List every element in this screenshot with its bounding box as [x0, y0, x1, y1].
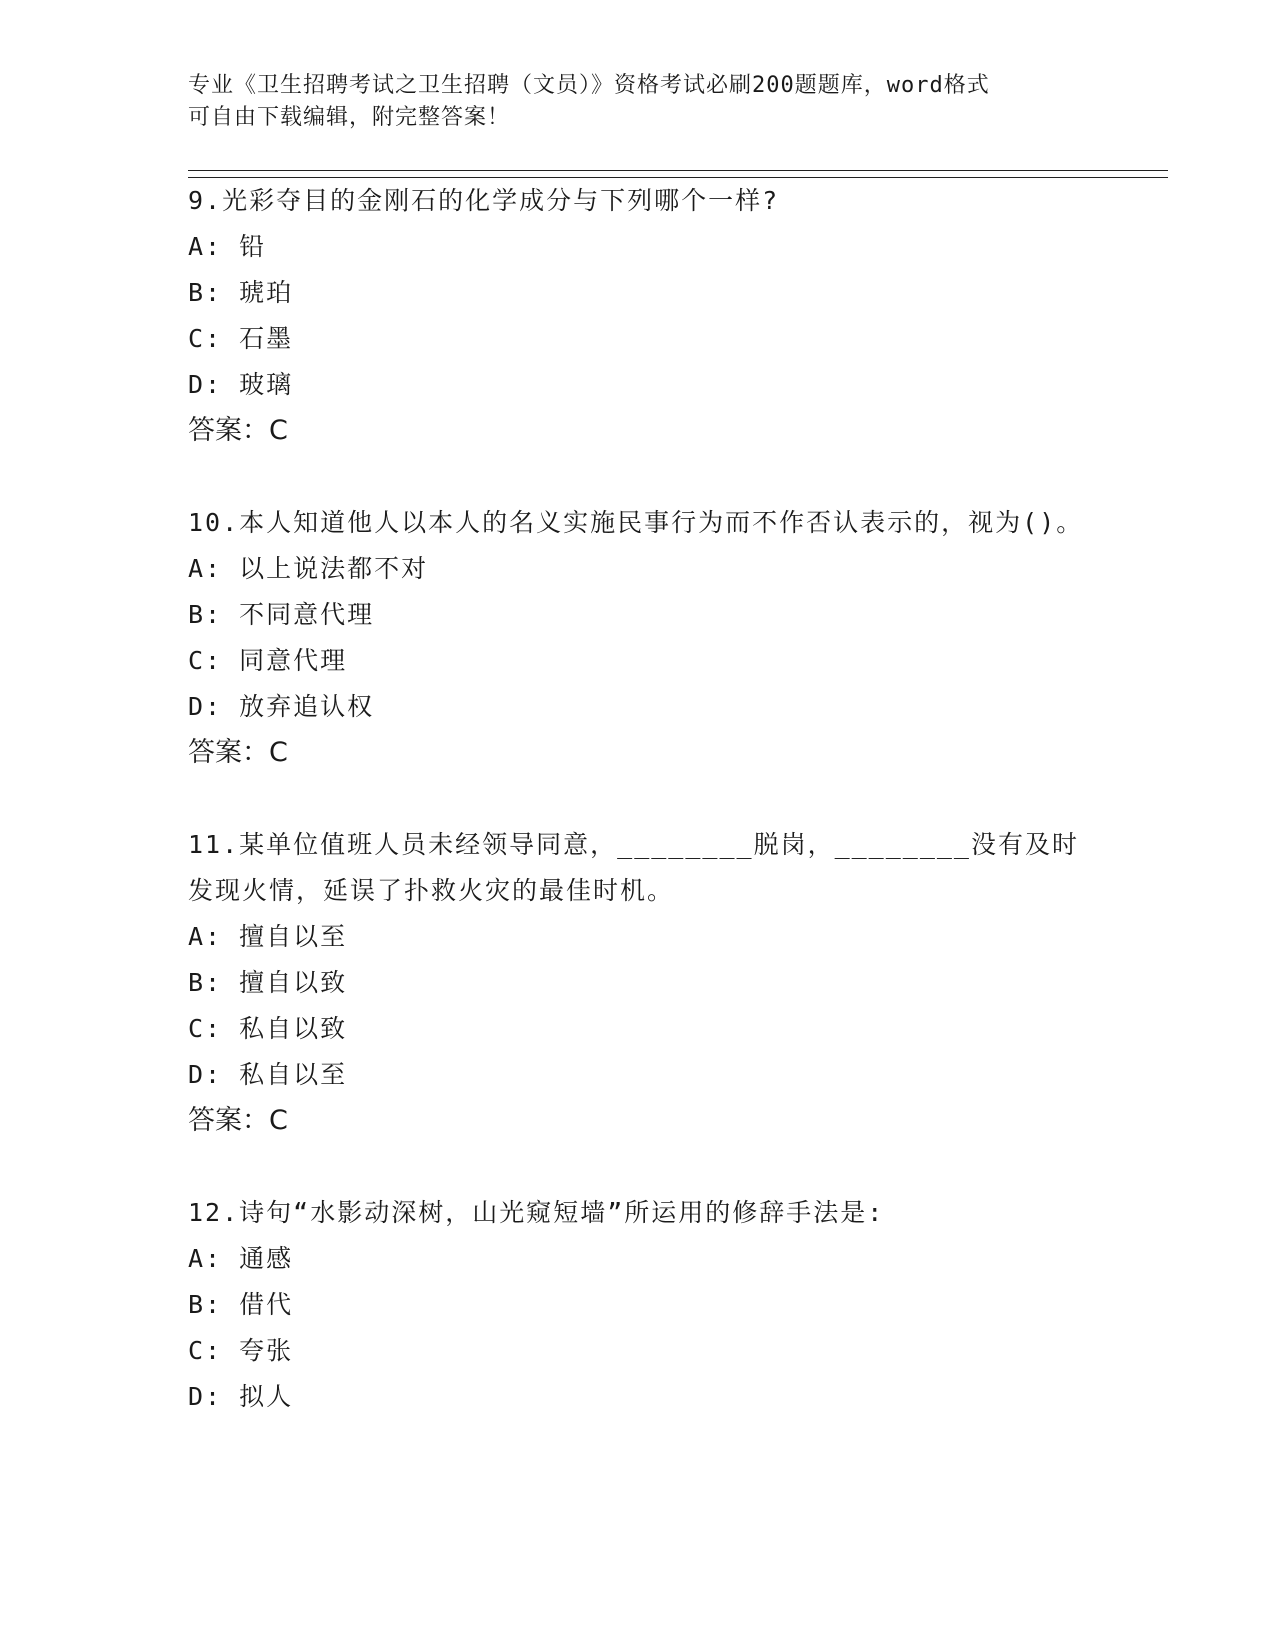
- answer: 答案：C: [188, 415, 288, 446]
- question-11: [188, 822, 1168, 1144]
- option-b: B: 不同意代理: [188, 600, 375, 629]
- answer: 答案：C: [188, 737, 288, 768]
- option-d: D: 私自以至: [188, 1060, 348, 1089]
- document-header: [188, 70, 1088, 134]
- option-c: C: 私自以致: [188, 1014, 348, 1043]
- option-c: C: 同意代理: [188, 646, 348, 675]
- option-b: B: 借代: [188, 1290, 294, 1319]
- header-divider: [188, 170, 1168, 178]
- header-line-1: 专业《卫生招聘考试之卫生招聘（文员）》资格考试必刷200题题库，word格式: [188, 73, 990, 98]
- question-stem: 10.本人知道他人以本人的名义实施民事行为而不作否认表示的，视为()。: [188, 508, 1084, 537]
- answer: 答案：C: [188, 1105, 288, 1136]
- option-b: B: 擅自以致: [188, 968, 348, 997]
- header-line-2: 可自由下载编辑，附完整答案！: [188, 105, 511, 130]
- option-a: A: 擅自以至: [188, 922, 348, 951]
- option-a: A: 以上说法都不对: [188, 554, 429, 583]
- option-d: D: 拟人: [188, 1382, 294, 1411]
- question-stem: 9.光彩夺目的金刚石的化学成分与下列哪个一样?: [188, 186, 780, 215]
- option-b: B: 琥珀: [188, 278, 294, 307]
- option-c: C: 石墨: [188, 324, 294, 353]
- question-stem: 11.某单位值班人员未经领导同意，________脱岗，________没有及时发现火情，延误了扑救火灾的最佳时机。: [188, 830, 1079, 905]
- option-d: D: 放弃追认权: [188, 692, 375, 721]
- option-a: A: 通感: [188, 1244, 294, 1273]
- question-9: [188, 178, 1168, 454]
- option-c: C: 夸张: [188, 1336, 294, 1365]
- question-spacer: [188, 454, 1168, 500]
- question-10: [188, 500, 1168, 776]
- question-spacer: [188, 776, 1168, 822]
- option-d: D: 玻璃: [188, 370, 294, 399]
- question-spacer: [188, 1144, 1168, 1190]
- question-12: [188, 1190, 1168, 1420]
- option-a: A: 铅: [188, 232, 267, 261]
- document-page: [188, 70, 1168, 1420]
- question-stem: 12.诗句“水影动深树，山光窥短墙”所运用的修辞手法是:: [188, 1198, 885, 1227]
